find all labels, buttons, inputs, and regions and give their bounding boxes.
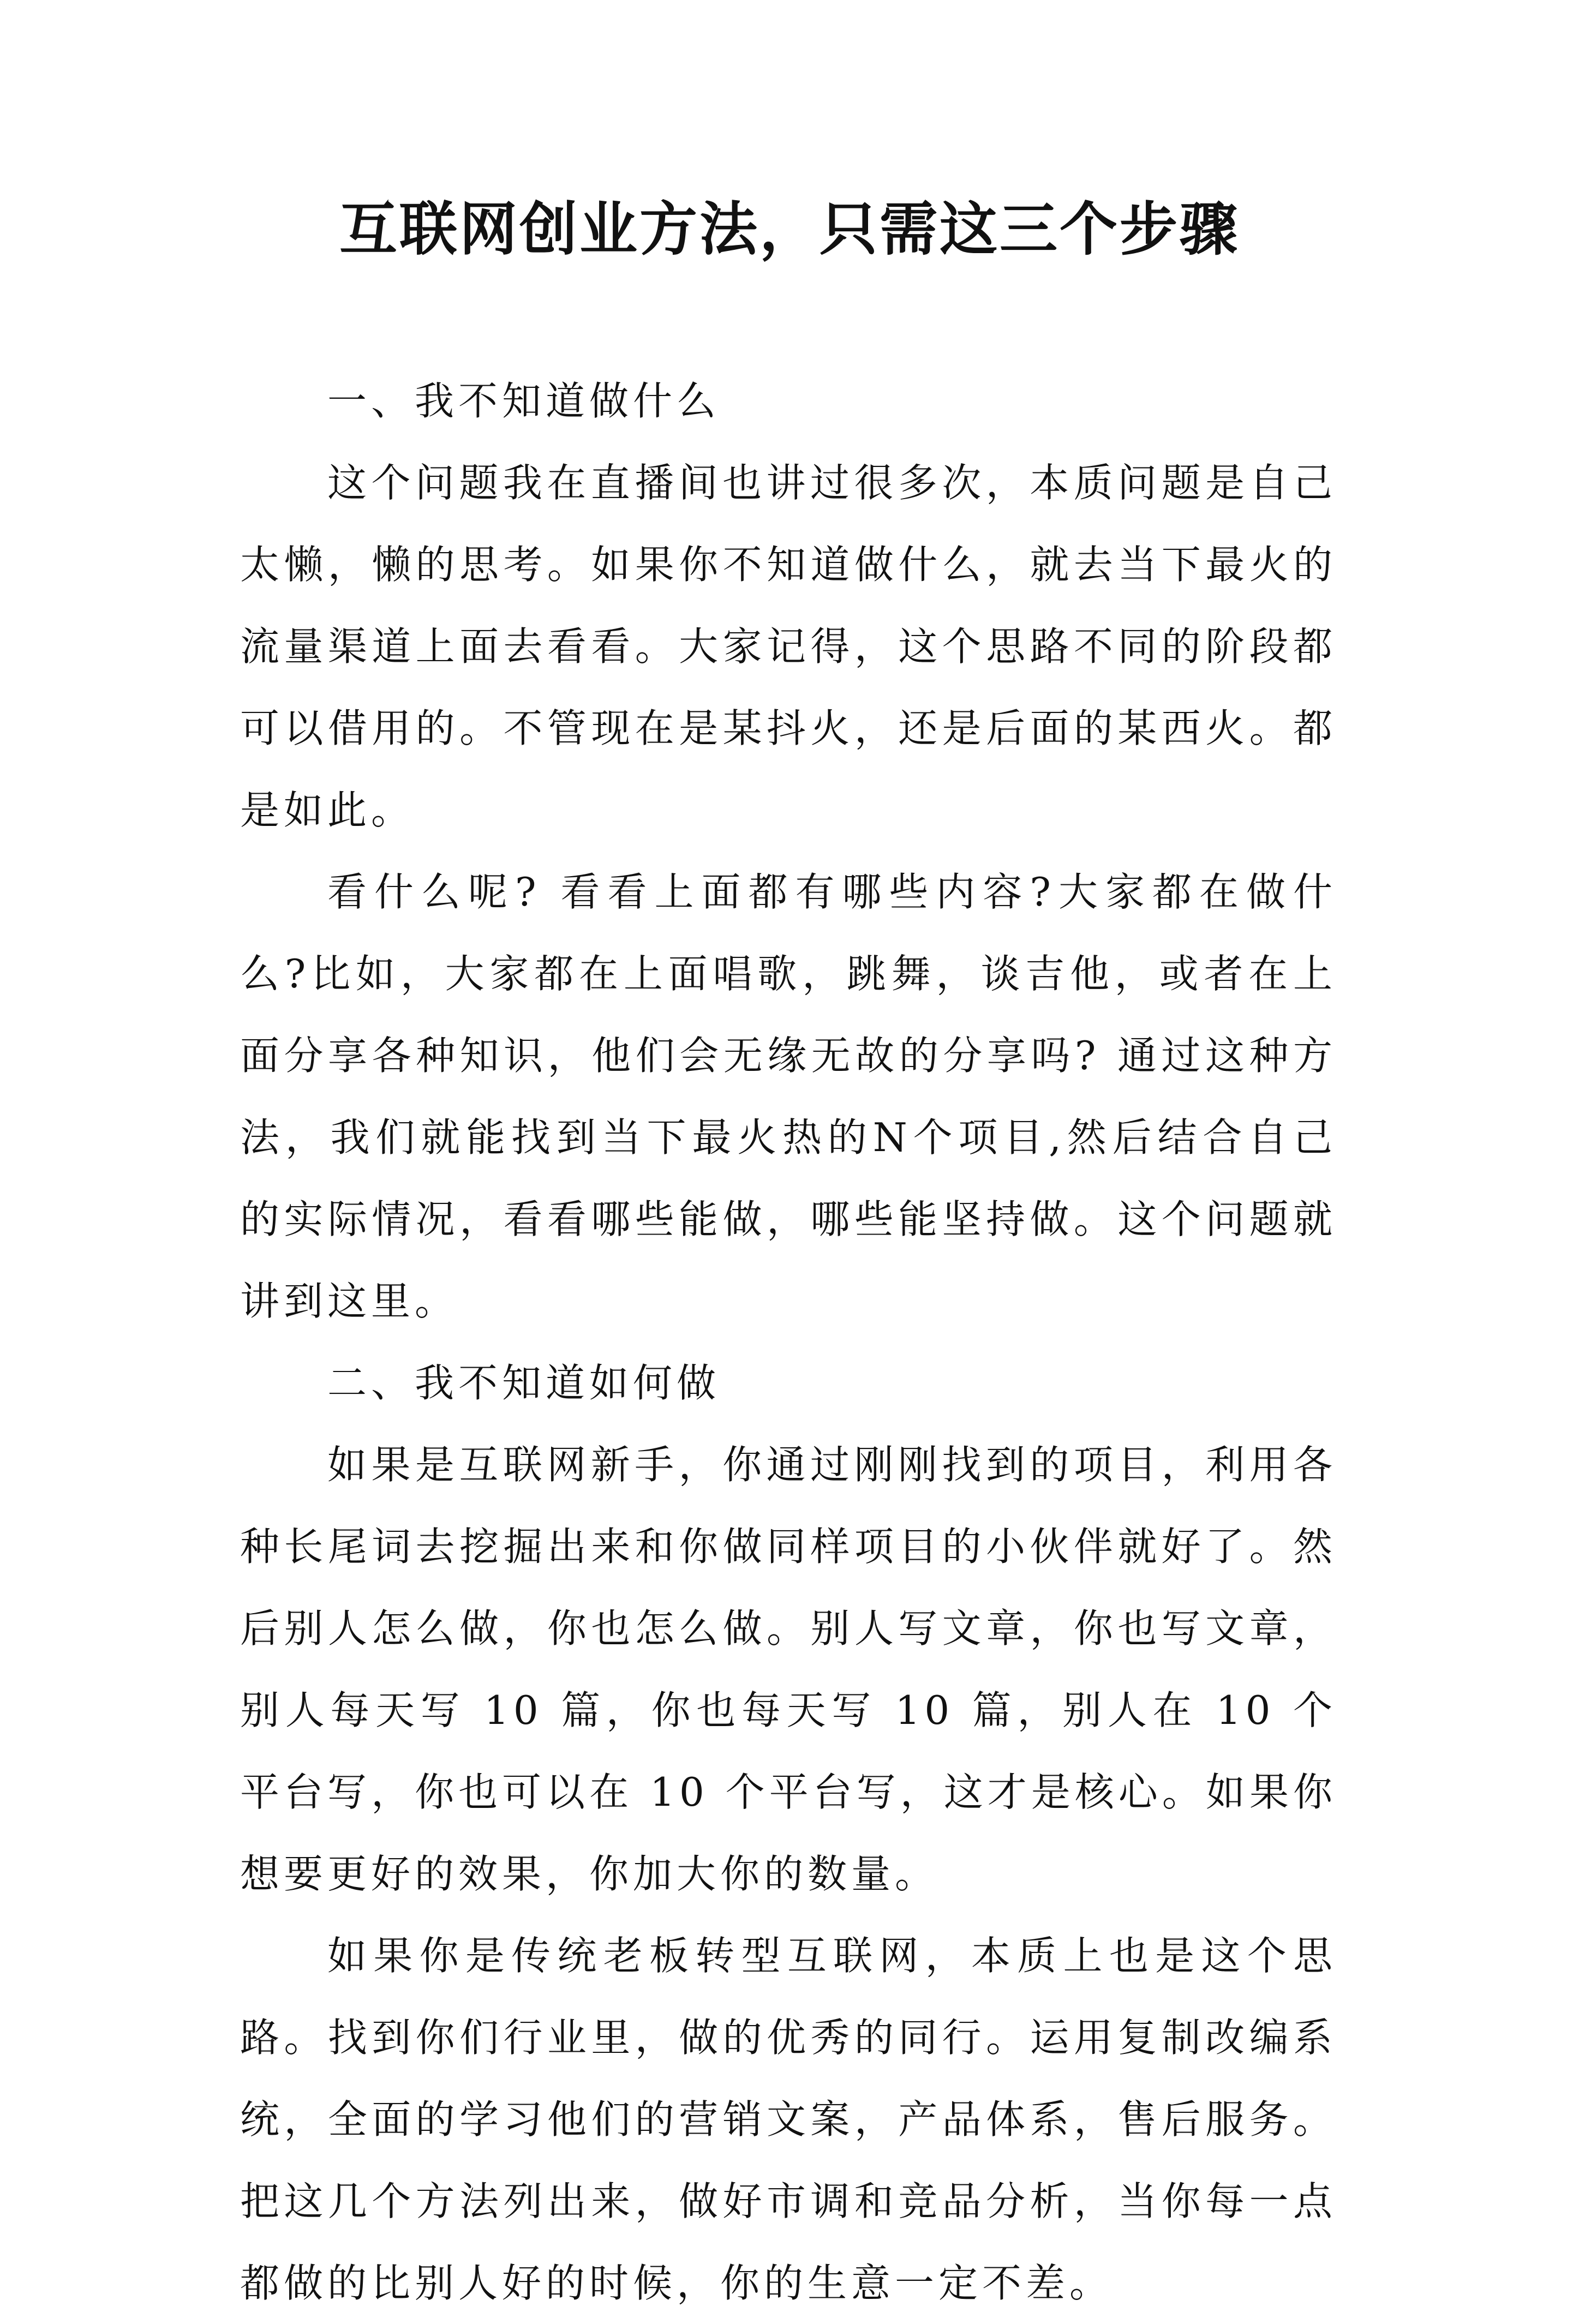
paragraph-1: 这个问题我在直播间也讲过很多次，本质问题是自己太懒，懒的思考。如果你不知道做什么，就去当下最火的流量渠道上面去看看。大家记得，这个思路不同的阶段都可以借用的。不管现在是某抖火，还是后面的某西火。都是如此。 [240,460,1337,833]
document-title: 互联网创业方法，只需这三个步骤 [339,195,1240,263]
section-heading-2: 二、我不知道如何做 [327,1360,721,1406]
paragraph-4: 如果你是传统老板转型互联网，本质上也是这个思路。找到你们行业里，做的优秀的同行。运用复制改编系统，全面的学习他们的营销文案，产品体系，售后服务。把这几个方法列出来，做好市调和竞品分析，当你每一点都做的比别人好的时候，你的生意一定不差。 [240,1933,1337,2306]
document-body [240,360,1337,2324]
paragraph-2: 看什么呢? 看看上面都有哪些内容?大家都在做什么?比如，大家都在上面唱歌，跳舞，谈吉他，或者在上面分享各种知识，他们会无缘无故的分享吗? 通过这种方法，我们就能找到当下最火热的N个项目,然后结合自己的实际情况，看看哪些能做，哪些能坚持做。这个问题就讲到这里。 [240,869,1337,1324]
section-heading-1: 一、我不知道做什么 [327,378,721,424]
paragraph-3: 如果是互联网新手，你通过刚刚找到的项目，利用各种长尾词去挖掘出来和你做同样项目的小伙伴就好了。然后别人怎么做，你也怎么做。别人写文章，你也写文章，别人每天写 10 篇，你也每天写 10 篇，别人在 10 个平台写，你也可以在 10 个平台写，这才是核心。如果你想要更好的效果，你加大你的数量。 [240,1442,1337,1897]
